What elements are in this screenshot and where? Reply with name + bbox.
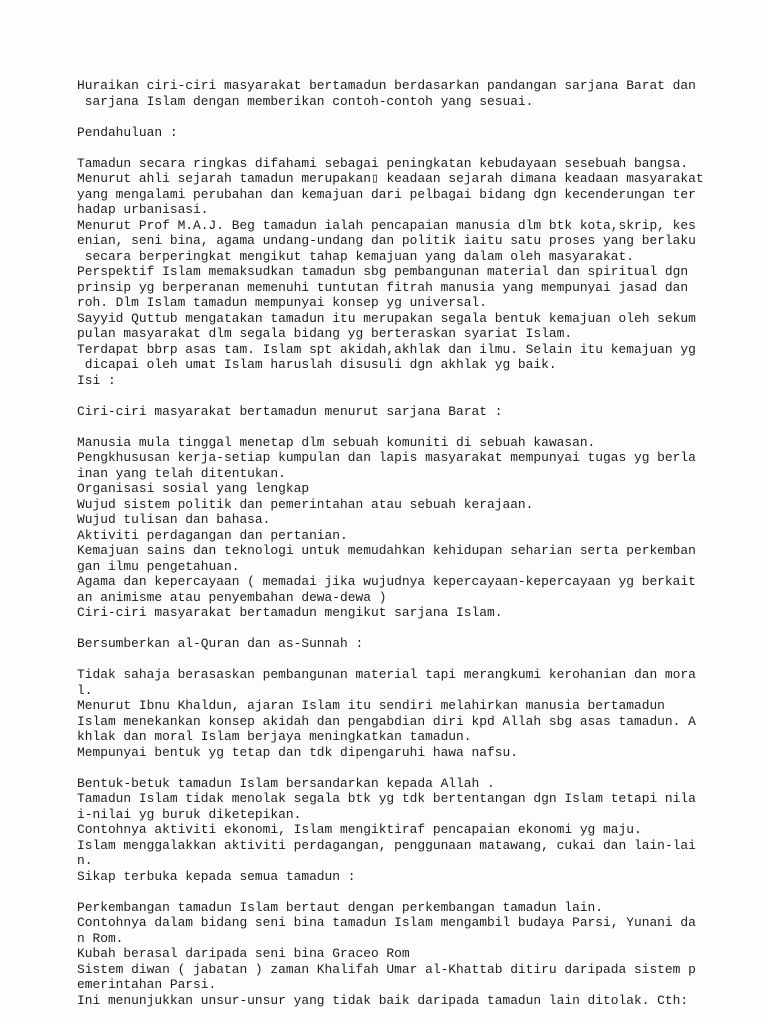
document-line: Wujud sistem politik dan pemerintahan atau sebuah kerajaan.	[77, 496, 534, 512]
document-line: i-nilai yg buruk diketepikan.	[77, 806, 302, 822]
document-line: enian, seni bina, agama undang-undang dan politik iaitu satu proses yang berlaku	[77, 233, 696, 248]
document-line: khlak dan moral Islam berjaya meningkatkan tamadun.	[77, 729, 472, 744]
document-line: Bentuk-betuk tamadun Islam bersandarkan kepada Allah .	[77, 775, 495, 791]
blank-line	[77, 388, 757, 404]
document-line: n.	[77, 853, 93, 868]
document-line: Ciri-ciri masyarakat bertamadun menurut sarjana Barat :	[77, 403, 503, 419]
document-line: Ini menunjukkan unsur-unsur yang tidak baik daripada tamadun lain ditolak. Cth:	[77, 992, 689, 1008]
document-line: Tamadun Islam tidak menolak segala btk yg tdk bertentangan dgn Islam tetapi nila	[77, 791, 696, 806]
document-line: Menurut ahli sejarah tamadun merupakan▯ keadaan sejarah dimana keadaan masyarakat	[77, 171, 704, 186]
document-line: an animisme atau penyembahan dewa-dewa )	[77, 589, 387, 605]
document-line: Aktiviti perdagangan dan pertanian.	[77, 527, 348, 543]
blank-line	[77, 109, 757, 125]
blank-line	[77, 652, 757, 668]
document-line: Pendahuluan :	[77, 124, 178, 140]
document-line: Agama dan kepercayaan ( memadai jika wujudnya kepercayaan-kepercayaan yg berkait	[77, 574, 696, 589]
document-line: Organisasi sosial yang lengkap	[77, 481, 310, 496]
blank-line	[77, 760, 757, 776]
document-line: Manusia mula tinggal menetap dlm sebuah komuniti di sebuah kawasan.	[77, 434, 596, 450]
document-line: Bersumberkan al-Quran dan as-Sunnah :	[77, 636, 364, 651]
document-line: Terdapat bbrp asas tam. Islam spt akidah,akhlak dan ilmu. Selain itu kemajuan yg	[77, 341, 696, 357]
document-line: pulan masyarakat dlm segala bidang yg berteraskan syariat Islam.	[77, 326, 573, 341]
blank-line	[77, 419, 757, 435]
document-line: Wujud tulisan dan bahasa.	[77, 512, 271, 527]
blank-line	[77, 621, 757, 637]
document-line: Pengkhususan kerja-setiap kumpulan dan lapis masyarakat mempunyai tugas yg berla	[77, 450, 696, 465]
document-line: yang mengalami perubahan dan kemajuan dari pelbagai bidang dgn kecenderungan ter	[77, 186, 696, 202]
document-line: Menurut Ibnu Khaldun, ajaran Islam itu sendiri melahirkan manusia bertamadun	[77, 698, 665, 713]
document-line: gan ilmu pengetahuan.	[77, 558, 240, 574]
blank-line	[77, 140, 757, 156]
document-line: Sikap terbuka kepada semua tamadun :	[77, 868, 356, 884]
document-line: Sayyid Quttub mengatakan tamadun itu merupakan segala bentuk kemajuan oleh sekum	[77, 310, 696, 326]
document-line: Sistem diwan ( jabatan ) zaman Khalifah Umar al-Khattab ditiru daripada sistem p	[77, 961, 696, 977]
document-line: Menurut Prof M.A.J. Beg tamadun ialah pencapaian manusia dlm btk kota,skrip, kes	[77, 217, 696, 233]
document-line: Tamadun secara ringkas difahami sebagai peningkatan kebudayaan sesebuah bangsa.	[77, 155, 689, 171]
document-line: n Rom.	[77, 930, 124, 946]
document-line: Contohnya dalam bidang seni bina tamadun Islam mengambil budaya Parsi, Yunani da	[77, 915, 696, 930]
document-line: hadap urbanisasi.	[77, 202, 209, 217]
document-line: Huraikan ciri-ciri masyarakat bertamadun berdasarkan pandangan sarjana Barat dan	[77, 78, 696, 93]
document-line: dicapai oleh umat Islam haruslah disusuli dgn akhlak yg baik.	[77, 357, 557, 372]
document-text	[77, 78, 757, 1008]
document-line: Ciri-ciri masyarakat bertamadun mengikut sarjana Islam.	[77, 605, 503, 620]
document-line: l.	[77, 682, 93, 698]
document-line: secara berperingkat mengikut tahap kemajuan yang dalam oleh masyarakat.	[77, 248, 634, 264]
document-line: prinsip yg berperanan memenuhi tuntutan fitrah manusia yang mempunyai jasad dan	[77, 279, 689, 295]
document-line: Kemajuan sains dan teknologi untuk memudahkan kehidupan seharian serta perkemban	[77, 543, 696, 558]
document-line: Perspektif Islam memaksudkan tamadun sbg pembangunan material dan spiritual dgn	[77, 264, 689, 279]
document-line: Islam menekankan konsep akidah dan pengabdian diri kpd Allah sbg asas tamadun. A	[77, 713, 696, 729]
document-line: inan yang telah ditentukan.	[77, 465, 286, 481]
document-line: Kubah berasal daripada seni bina Graceo Rom	[77, 946, 410, 961]
blank-line	[77, 884, 757, 900]
document-line: Contohnya aktiviti ekonomi, Islam mengiktiraf pencapaian ekonomi yg maju.	[77, 822, 642, 837]
document-line: Tidak sahaja berasaskan pembangunan material tapi merangkumi kerohanian dan mora	[77, 667, 696, 682]
document-line: emerintahan Parsi.	[77, 977, 217, 992]
document-line: Perkembangan tamadun Islam bertaut dengan perkembangan tamadun lain.	[77, 899, 604, 915]
document-line: Islam menggalakkan aktiviti perdagangan, penggunaan matawang, cukai dan lain-lai	[77, 837, 696, 853]
document-line: Mempunyai bentuk yg tetap dan tdk dipengaruhi hawa nafsu.	[77, 744, 518, 760]
document-line: Isi :	[77, 372, 116, 388]
document-line: sarjana Islam dengan memberikan contoh-contoh yang sesuai.	[77, 93, 534, 109]
document-line: roh. Dlm Islam tamadun mempunyai konsep yg universal.	[77, 295, 487, 310]
